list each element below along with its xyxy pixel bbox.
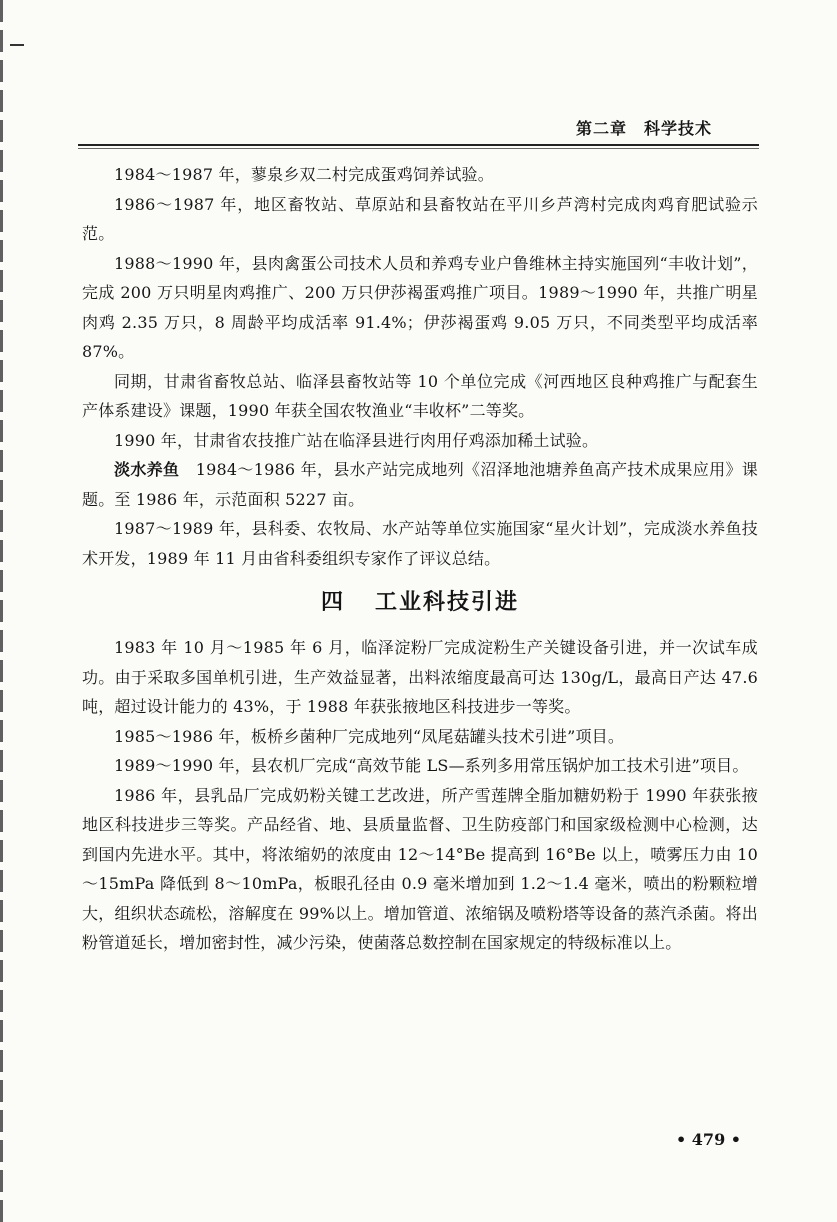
section-number: 四	[320, 589, 345, 615]
header-rule-thin	[78, 148, 759, 149]
paragraph: 1983 年 10 月～1985 年 6 月，临泽淀粉厂完成淀粉生产关键设备引进，并一次试车成功。由于采取多国单机引进，生产效益显著，出料浓缩度最高可达 130g/L，最高日产达 47.6 吨，超过设计能力的 43%，于 1988 年获张掖地区科技进步一等奖。	[82, 638, 758, 716]
page-binding-edge	[0, 0, 3, 1222]
paragraph-fishery	[82, 455, 758, 514]
paragraph: 同期，甘肃省畜牧总站、临泽县畜牧站等 10 个单位完成《河西地区良种鸡推广与配套生产体系建设》课题，1990 年获全国农牧渔业“丰收杯”二等奖。	[82, 371, 758, 420]
paragraph: 1988～1990 年，县肉禽蛋公司技术人员和养鸡专业户鲁维林主持实施国列“丰收计划”，完成 200 万只明星肉鸡推广、200 万只伊莎褐蛋鸡推广项目。1989～1990 年，共推广明星肉鸡 2.35 万只，8 周龄平均成活率 91.4%；伊莎褐蛋鸡 9.05 万只，不同类型平均成活率 87%。	[82, 253, 758, 361]
section-heading	[82, 587, 758, 617]
page-body	[82, 160, 758, 958]
page-number: • 479 •	[676, 1130, 741, 1149]
paragraph: 1987～1989 年，县科委、农牧局、水产站等单位实施国家“星火计划”，完成淡水养鱼技术开发，1989 年 11 月由省科委组织专家作了评议总结。	[82, 519, 758, 568]
run-in-heading: 淡水养鱼	[114, 460, 180, 479]
paragraph-text: 1984～1986 年，县水产站完成地列《沼泽地池塘养鱼高产技术成果应用》课题。至 1986 年，示范面积 5227 亩。	[82, 460, 758, 509]
paragraph: 1990 年，甘肃省农技推广站在临泽县进行肉用仔鸡添加稀土试验。	[114, 430, 599, 450]
paragraph: 1986～1987 年，地区畜牧站、草原站和县畜牧站在平川乡芦湾村完成肉鸡育肥试验示范。	[82, 194, 758, 243]
header-rule	[78, 144, 759, 146]
paragraph: 1989～1990 年，县农机厂完成“高效节能 LS—系列多用常压锅炉加工技术引进”项目。	[114, 756, 749, 775]
paragraph: 1985～1986 年，板桥乡菌种厂完成地列“凤尾菇罐头技术引进”项目。	[114, 726, 625, 746]
running-head: 第二章 科学技术	[576, 119, 713, 138]
paragraph: 1986 年，县乳品厂完成奶粉关键工艺改进，所产雪莲牌全脂加糖奶粉于 1990 年获张掖地区科技进步三等奖。产品经省、地、县质量监督、卫生防疫部门和国家级检测中心检测，达到国内先进水平。其中，将浓缩奶的浓度由 12～14°Be 提高到 16°Be 以上，喷雾压力由 10～15mPa 降低到 8～10mPa，板眼孔径由 0.9 毫米增加到 1.2～1.4 毫米，喷出的粉颗粒增大，组织状态疏松，溶解度在 99%以上。增加管道、浓缩锅及喷粉塔等设备的蒸汽杀菌。将出粉管道延长，增加密封性，减少污染，使菌落总数控制在国家规定的特级标准以上。	[82, 785, 758, 952]
margin-mark	[10, 44, 24, 46]
section-title: 工业科技引进	[375, 589, 520, 615]
paragraph: 1984～1987 年，蓼泉乡双二村完成蛋鸡饲养试验。	[114, 165, 494, 184]
